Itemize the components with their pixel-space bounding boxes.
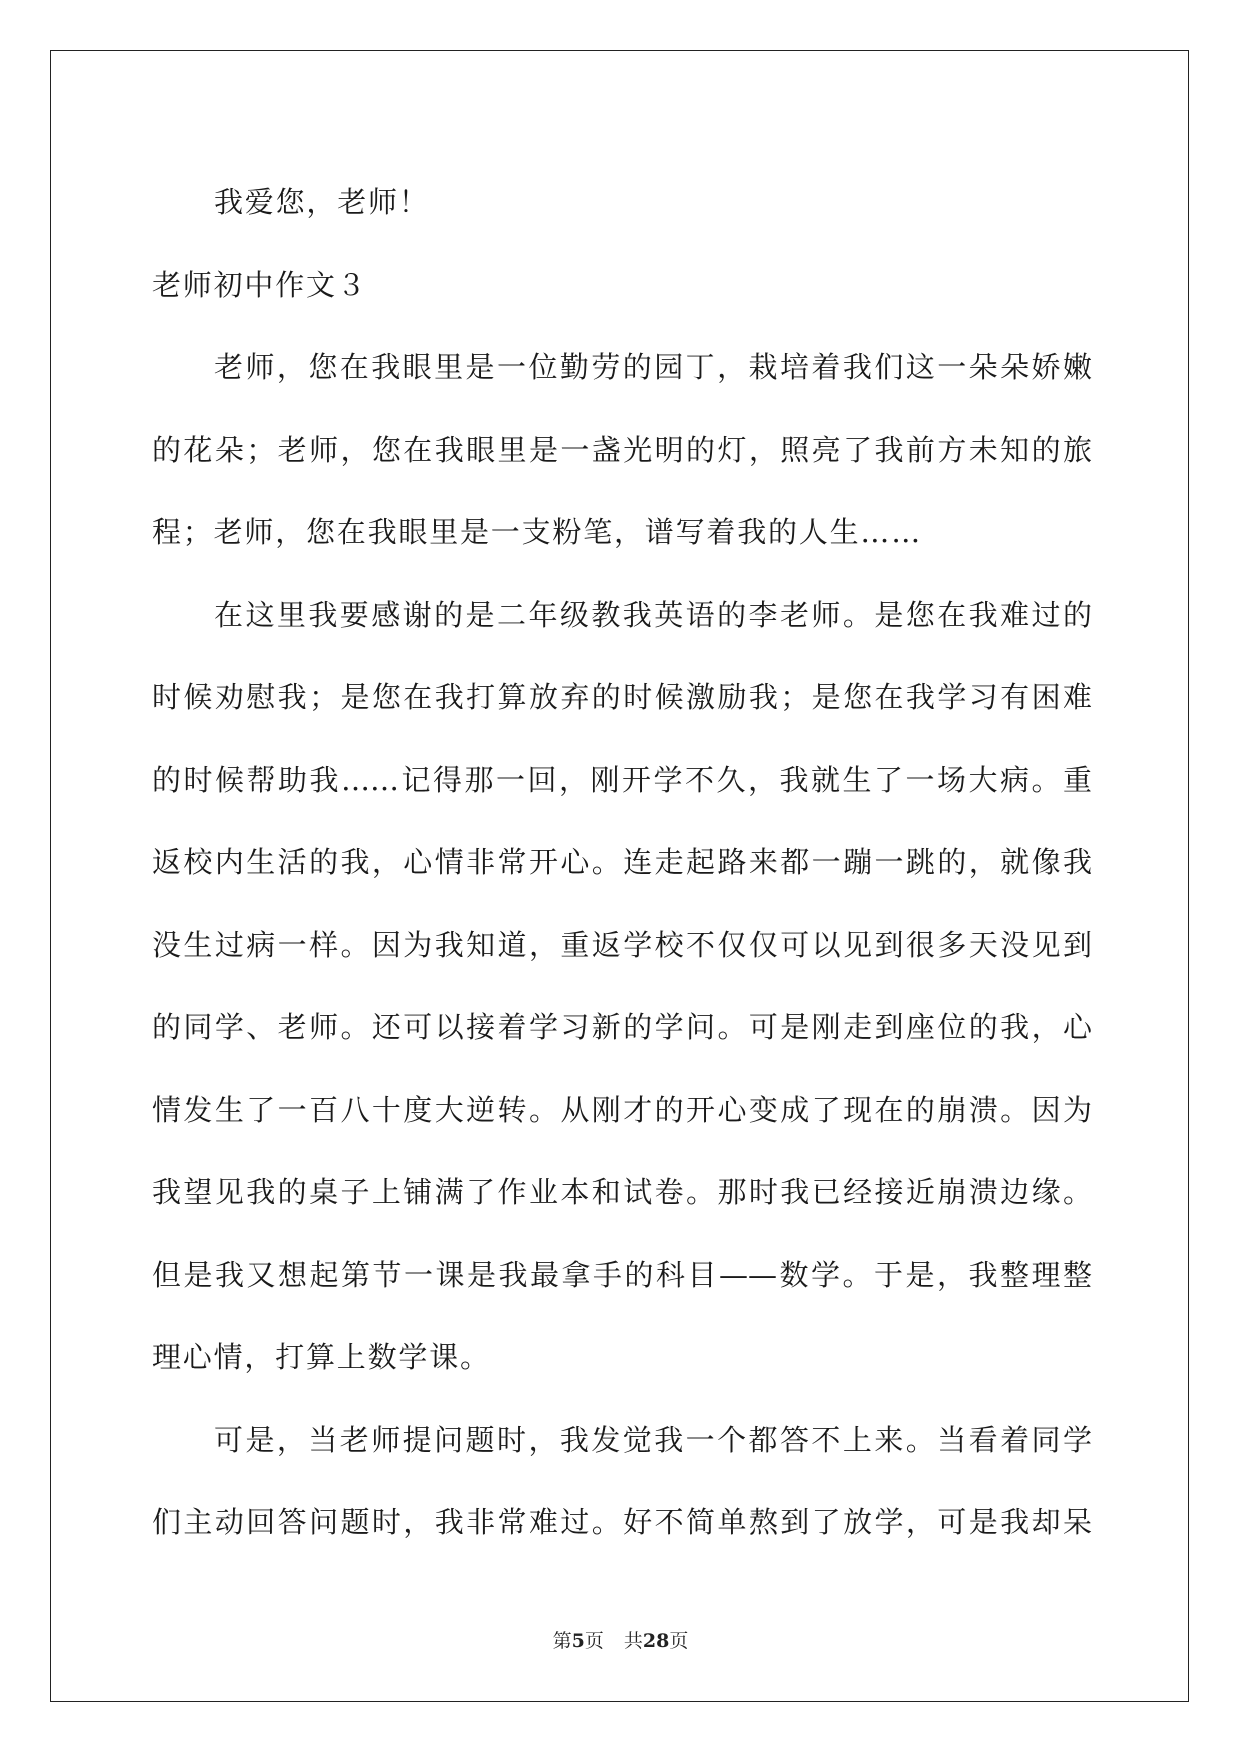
page-number: 5: [571, 1630, 585, 1652]
text-line: 没生过病一样。因为我知道，重返学校不仅仅可以见到很多天没见到: [152, 927, 1092, 962]
footer-page-suffix: 页: [584, 1630, 604, 1652]
text-line: 程；老师，您在我眼里是一支粉笔，谱写着我的人生……: [152, 515, 923, 549]
text-line: 我爱您，老师！: [214, 185, 430, 219]
text-line: 们主动回答问题时，我非常难过。好不简单熬到了放学，可是我却呆: [152, 1505, 1092, 1539]
text-line: 理心情，打算上数学课。: [152, 1340, 491, 1374]
footer-prefix: 第: [552, 1630, 572, 1652]
text-line: 的花朵；老师，您在我眼里是一盏光明的灯，照亮了我前方未知的旅: [152, 432, 1092, 467]
text-line: 老师，您在我眼里是一位勤劳的园丁，栽培着我们这一朵朵娇嫩: [214, 350, 1092, 384]
text-line: 在这里我要感谢的是二年级教我英语的李老师。是您在我难过的: [214, 597, 1092, 632]
page-footer: [0, 1626, 1241, 1653]
text-line: 的时候帮助我……记得那一回，刚开学不久，我就生了一场大病。重: [152, 762, 1092, 797]
footer-total-suffix: 页: [669, 1630, 689, 1652]
text-line: 情发生了一百八十度大逆转。从刚才的开心变成了现在的崩溃。因为: [152, 1092, 1092, 1127]
text-line: 的同学、老师。还可以接着学习新的学问。可是刚走到座位的我，心: [152, 1010, 1092, 1044]
text-line: 但是我又想起第节一课是我最拿手的科目——数学。于是，我整理整: [152, 1257, 1092, 1292]
total-pages: 28: [642, 1630, 670, 1652]
text-line: 返校内生活的我，心情非常开心。连走起路来都一蹦一跳的，就像我: [152, 845, 1092, 879]
section-heading: 老师初中作文３: [152, 267, 368, 302]
text-line: 我望见我的桌子上铺满了作业本和试卷。那时我已经接近崩溃边缘。: [152, 1175, 1092, 1209]
text-line: 时候劝慰我；是您在我打算放弃的时候激励我；是您在我学习有困难: [152, 680, 1092, 714]
document-body: [152, 161, 1092, 1564]
text-line: 可是，当老师提问题时，我发觉我一个都答不上来。当看着同学: [214, 1422, 1092, 1457]
footer-total-prefix: 共: [623, 1630, 643, 1652]
